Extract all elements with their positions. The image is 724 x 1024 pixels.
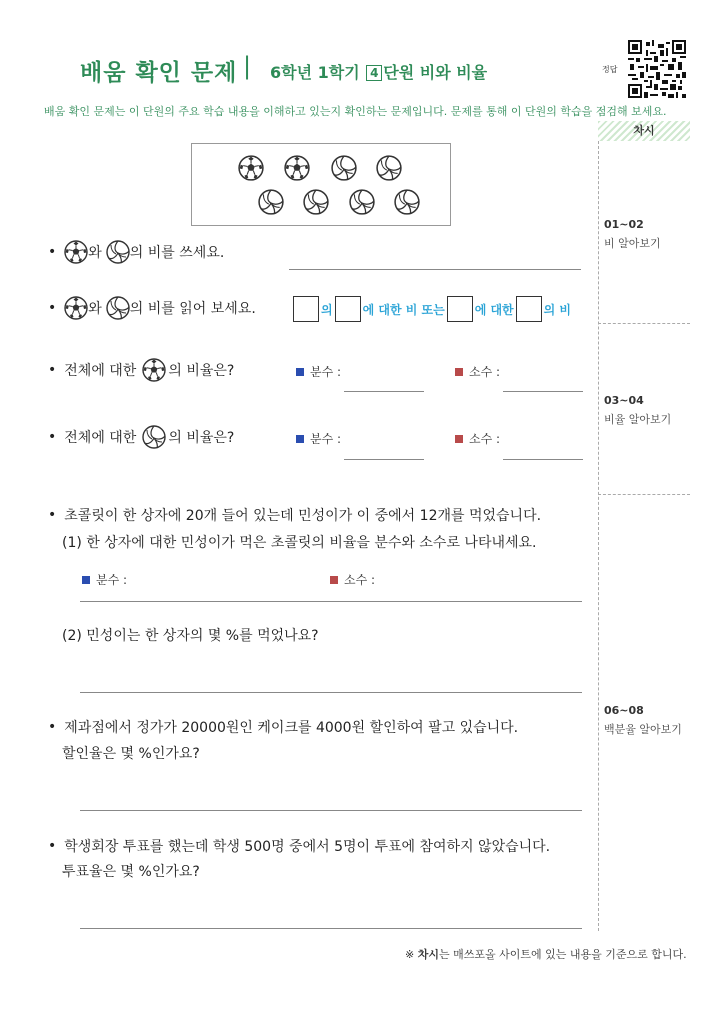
bullet: •: [48, 429, 57, 445]
sidebar-section-divider: [598, 323, 690, 324]
sidebar-header: 차시: [598, 121, 690, 141]
volleyball-icon: [331, 155, 357, 181]
soccer-ball-icon: [64, 240, 88, 264]
footnote-bold: 차시: [417, 948, 439, 961]
red-square-icon: [455, 435, 463, 443]
blue-square-icon: [82, 576, 90, 584]
q5-text: 초콜릿이 한 상자에 20개 들어 있는데 민성이가 이 중에서 12개를 먹었습니다.: [64, 508, 542, 524]
footnote: [405, 946, 687, 962]
q4-decimal-label: 소수 :: [455, 430, 500, 447]
q3-prefix: 전체에 대한: [64, 363, 137, 379]
soccer-ball-icon: [238, 155, 264, 181]
red-square-icon: [330, 576, 338, 584]
question-6: [48, 717, 518, 737]
q3-fraction-answer-line[interactable]: [344, 391, 424, 392]
q6-line2: 할인율은 몇 %인가요?: [62, 746, 200, 762]
fill-text-2: 에 대한 비 또는: [362, 302, 445, 317]
sidebar-section-label: 비 알아보기: [604, 237, 661, 250]
fill-box-1[interactable]: [293, 296, 319, 322]
fill-box-3[interactable]: [447, 296, 473, 322]
bullet: •: [48, 244, 57, 260]
unit-number-box: 4: [366, 65, 382, 81]
page-title: 배움 확인 문제: [80, 60, 238, 86]
q4-fraction-answer-line[interactable]: [344, 459, 424, 460]
soccer-ball-icon: [284, 155, 310, 181]
q5-sub2-answer-line[interactable]: [80, 692, 582, 693]
q2-text: 의 비를 읽어 보세요.: [129, 301, 256, 317]
q5-fraction-label: 분수 :: [82, 571, 127, 588]
q3-fraction-label: 분수 :: [296, 363, 341, 380]
question-1: [48, 240, 224, 264]
sidebar-section-num: 03~04: [604, 394, 644, 407]
q2-connector: 와: [88, 301, 102, 317]
bullet: •: [48, 507, 57, 523]
sidebar-section-num: 06~08: [604, 704, 644, 717]
q3-decimal-label: 소수 :: [455, 363, 500, 380]
q5-sub2: (2) 민성이는 한 상자의 몇 %를 먹었나요?: [62, 628, 319, 644]
question-7: [48, 836, 550, 856]
volleyball-icon: [349, 189, 375, 215]
intro-text: 배움 확인 문제는 이 단원의 주요 학습 내용을 이해하고 있는지 확인하는 문제입니다. 문제를 통해 이 단원의 학습을 점검해 보세요.: [44, 105, 667, 118]
footnote-text: 는 매쓰포올 사이트에 있는 내용을 기준으로 합니다.: [438, 948, 687, 961]
subtitle-prefix: 6학년 1학기: [270, 63, 360, 82]
sidebar-section-label: 비율 알아보기: [604, 413, 672, 426]
volleyball-icon: [258, 189, 284, 215]
subtitle-suffix: 단원 비와 비율: [383, 63, 488, 82]
q3-suffix: 의 비율은?: [168, 363, 235, 379]
bullet: •: [48, 838, 57, 854]
fill-text-1: 의: [321, 302, 333, 317]
ball-picture-box: [191, 143, 451, 226]
blue-square-icon: [296, 435, 304, 443]
blue-square-icon: [296, 368, 304, 376]
fill-text-3: 에 대한: [474, 302, 514, 317]
volleyball-icon: [303, 189, 329, 215]
volleyball-icon: [142, 425, 166, 449]
question-4: [48, 425, 234, 449]
q4-suffix: 의 비율은?: [168, 430, 235, 446]
fill-box-4[interactable]: [516, 296, 542, 322]
question-2: [48, 296, 256, 320]
q1-text: 의 비를 쓰세요.: [129, 245, 225, 261]
bullet: •: [48, 719, 57, 735]
question-3: [48, 358, 234, 382]
volleyball-icon: [394, 189, 420, 215]
q6-line1: 제과점에서 정가가 20000원인 케이크를 4000원 할인하여 팔고 있습니다.: [64, 720, 519, 736]
sidebar-section-num: 01~02: [604, 218, 644, 231]
q7-line1: 학생회장 투표를 했는데 학생 500명 중에서 5명이 투표에 참여하지 않았습니다.: [64, 839, 551, 855]
q4-fraction-label: 분수 :: [296, 430, 341, 447]
bullet: •: [48, 300, 57, 316]
volleyball-icon: [106, 296, 130, 320]
fill-text-4: 의 비: [543, 302, 572, 317]
answer-label: 정답: [602, 65, 618, 74]
answer-qr-code[interactable]: [628, 40, 686, 98]
answer-line[interactable]: [289, 269, 581, 270]
q1-connector: 와: [88, 245, 102, 261]
red-square-icon: [455, 368, 463, 376]
question-5: [48, 505, 541, 525]
soccer-ball-icon: [64, 296, 88, 320]
volleyball-icon: [376, 155, 402, 181]
q5-decimal-label: 소수 :: [330, 571, 375, 588]
q4-prefix: 전체에 대한: [64, 430, 137, 446]
sidebar-section-label: 백분율 알아보기: [604, 723, 682, 736]
q5-sub1: (1) 한 상자에 대한 민성이가 먹은 초콜릿의 비율을 분수와 소수로 나타내세요.: [62, 535, 537, 551]
sidebar-section-divider: [598, 494, 690, 495]
page-subtitle: [270, 60, 487, 83]
soccer-ball-icon: [142, 358, 166, 382]
q7-line2: 투표율은 몇 %인가요?: [62, 864, 200, 880]
q5-sub1-answer-line[interactable]: [80, 601, 582, 602]
q6-answer-line[interactable]: [80, 810, 582, 811]
ratio-fill-in: [293, 296, 573, 322]
volleyball-icon: [106, 240, 130, 264]
fill-box-2[interactable]: [335, 296, 361, 322]
q4-decimal-answer-line[interactable]: [503, 459, 583, 460]
q7-answer-line[interactable]: [80, 928, 582, 929]
footnote-mark: ※: [405, 948, 415, 961]
sidebar-divider: [598, 141, 600, 931]
bullet: •: [48, 362, 57, 378]
q3-decimal-answer-line[interactable]: [503, 391, 583, 392]
title-separator: |: [243, 52, 252, 80]
